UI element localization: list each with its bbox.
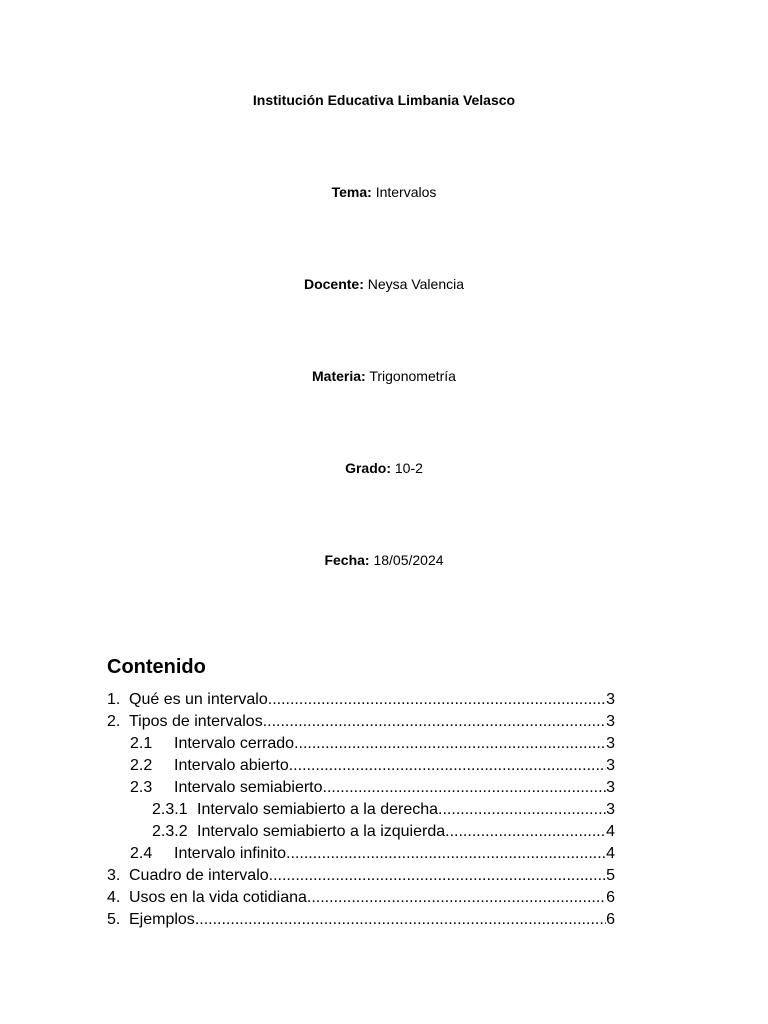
toc-entry-page: 3 bbox=[606, 757, 615, 774]
toc-entry-2-2[interactable] bbox=[107, 755, 615, 777]
docente-label: Docente: bbox=[303, 276, 364, 292]
toc-entry-number: 2. bbox=[107, 713, 121, 730]
toc-entry-title: Usos en la vida cotidiana bbox=[129, 889, 307, 906]
toc-entry-number: 5. bbox=[107, 911, 121, 928]
toc-entry-page: 6 bbox=[606, 889, 615, 906]
toc-entry-title: Intervalo infinito bbox=[174, 845, 287, 862]
school-name: Institución Educativa Limbania Velasco bbox=[252, 92, 516, 108]
toc-dot-leader bbox=[294, 733, 606, 755]
toc-entry-number: 2.3 bbox=[130, 779, 153, 796]
toc-entry-title: Intervalo semiabierto a la derecha bbox=[197, 801, 439, 818]
toc-entry-2-1[interactable] bbox=[107, 733, 615, 755]
materia-value: Trigonometría bbox=[369, 368, 456, 384]
toc-dot-leader bbox=[269, 865, 606, 887]
grado-value: 10-2 bbox=[394, 460, 423, 476]
toc-dot-leader bbox=[289, 755, 606, 777]
toc-entry-number: 2.3.2 bbox=[152, 823, 188, 840]
toc-entry-page: 3 bbox=[606, 691, 615, 708]
materia-label: Materia: bbox=[312, 368, 366, 384]
toc-entry-page: 3 bbox=[606, 713, 615, 730]
toc-entry-2-4[interactable] bbox=[107, 843, 615, 865]
toc-entry-2-3[interactable] bbox=[107, 777, 615, 799]
cover-field-fecha bbox=[0, 551, 768, 569]
toc-heading: Contenido bbox=[107, 656, 206, 678]
toc-entry-page: 6 bbox=[606, 911, 615, 928]
toc-entry-number: 2.1 bbox=[130, 735, 153, 752]
toc-entry-number: 2.4 bbox=[130, 845, 153, 862]
toc-entry-title: Cuadro de intervalo bbox=[129, 867, 269, 884]
toc-entry-number: 2.3.1 bbox=[152, 801, 188, 818]
toc-dot-leader bbox=[438, 799, 606, 821]
toc-entry-5[interactable] bbox=[107, 909, 615, 931]
toc-entry-page: 4 bbox=[606, 823, 615, 840]
toc-dot-leader bbox=[268, 689, 606, 711]
toc-entry-page: 5 bbox=[606, 867, 615, 884]
toc-entry-1[interactable] bbox=[107, 689, 615, 711]
toc-entry-title: Intervalo semiabierto bbox=[174, 779, 323, 796]
toc-dot-leader bbox=[195, 909, 606, 931]
toc-entry-2-3-2[interactable] bbox=[107, 821, 615, 843]
toc-entry-2-3-1[interactable] bbox=[107, 799, 615, 821]
grado-label: Grado: bbox=[345, 460, 391, 476]
toc-entry-title: Tipos de intervalos bbox=[129, 713, 263, 730]
toc-entry-4[interactable] bbox=[107, 887, 615, 909]
toc-entry-title: Ejemplos bbox=[129, 911, 195, 928]
toc-entry-page: 3 bbox=[606, 735, 615, 752]
toc-entry-page: 4 bbox=[606, 845, 615, 862]
toc-entry-2[interactable] bbox=[107, 711, 615, 733]
toc-entry-page: 3 bbox=[606, 801, 615, 818]
toc-entry-title: Intervalo cerrado bbox=[174, 735, 295, 752]
docente-value: Neysa Valencia bbox=[367, 276, 465, 292]
cover-field-tema bbox=[0, 183, 768, 201]
toc-entry-title: Intervalo semiabierto a la izquierda bbox=[197, 823, 446, 840]
cover-field-docente bbox=[0, 275, 768, 293]
toc-dot-leader bbox=[286, 843, 606, 865]
table-of-contents bbox=[107, 689, 615, 931]
toc-entry-3[interactable] bbox=[107, 865, 615, 887]
toc-entry-number: 4. bbox=[107, 889, 121, 906]
toc-entry-number: 3. bbox=[107, 867, 121, 884]
toc-entry-title: Qué es un intervalo bbox=[129, 691, 268, 708]
toc-entry-number: 1. bbox=[107, 691, 121, 708]
fecha-label: Fecha: bbox=[324, 552, 370, 568]
toc-entry-title: Intervalo abierto bbox=[174, 757, 289, 774]
cover-field-grado bbox=[0, 459, 768, 477]
toc-entry-number: 2.2 bbox=[130, 757, 153, 774]
cover-field-materia bbox=[0, 367, 768, 385]
tema-value: Intervalos bbox=[375, 184, 437, 200]
toc-dot-leader bbox=[445, 821, 606, 843]
toc-entry-page: 3 bbox=[606, 779, 615, 796]
toc-dot-leader bbox=[263, 711, 606, 733]
fecha-value: 18/05/2024 bbox=[373, 552, 444, 568]
tema-label: Tema: bbox=[331, 184, 372, 200]
toc-dot-leader bbox=[323, 777, 607, 799]
toc-dot-leader bbox=[307, 887, 606, 909]
